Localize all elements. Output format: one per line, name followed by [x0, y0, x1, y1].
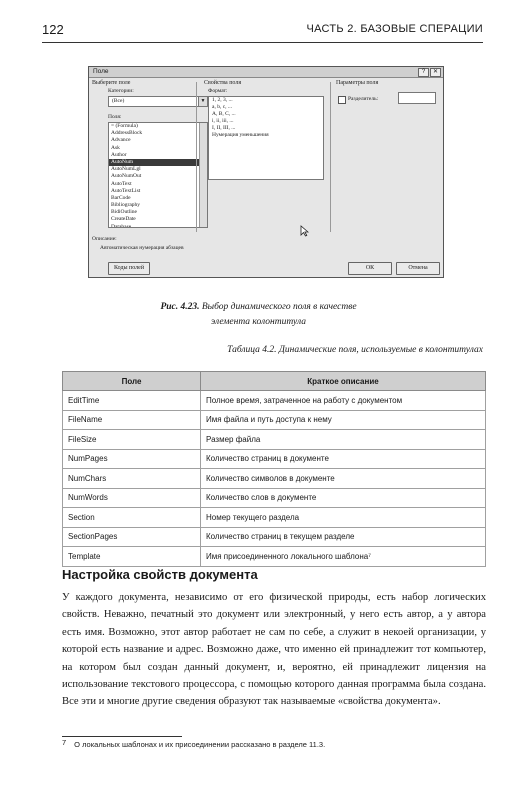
footnote-text: О локальных шаблонах и их присоединении рассказано в разделе 11.3.	[74, 740, 326, 749]
description-text: Автоматическая нумерация абзацев	[100, 245, 184, 251]
field-list-item: Database	[111, 223, 132, 228]
chapter-title: ЧАСТЬ 2. БАЗОВЫЕ СПЕРАЦИИ	[306, 23, 483, 35]
table-row	[63, 469, 486, 489]
page-number: 122	[42, 22, 64, 37]
close-icon: ✕	[430, 68, 441, 77]
fields-listbox	[108, 122, 208, 228]
field-name-cell: FileSize	[63, 430, 201, 450]
field-name-cell: Template	[63, 547, 201, 567]
separator-input	[398, 92, 436, 104]
field-name-cell: EditTime	[63, 391, 201, 411]
field-list-item: CreateDate	[111, 216, 136, 223]
body-paragraph: У каждого документа, независимо от его физической природы, есть набор логических свойств. Неважно, печатный это документ или электронный, у него есть автор, а у автора есть имя. Возможно, этот автор работает не сам по себе, а служит в некоей организации, у которой есть название и адрес. Возможно даже, что именно ей принадлежит тот компьютер, на котором был создан данный документ, и, вероятно, ей принадлежит лицензия на использование текстового процессора, с помощью которого данная программа была создана. Все эти и многие другие сведения образуют так называемые «свойства документа».	[62, 592, 486, 708]
section-heading: Настройка свойств документа	[62, 567, 258, 582]
description-cell: Размер файла	[201, 430, 486, 450]
mouse-cursor-icon	[300, 225, 309, 237]
description-label: Описание:	[92, 236, 117, 242]
field-list-item: BidiOutline	[111, 209, 137, 216]
field-list-item: Bibliography	[111, 202, 141, 209]
cancel-button: Отмена	[396, 262, 440, 275]
pane-divider	[196, 82, 197, 232]
fields-table	[62, 371, 486, 567]
field-list-item: = (Formula)	[111, 123, 138, 129]
description-cell: Количество страниц в документе	[201, 449, 486, 469]
left-pane-title: Выберите поле	[92, 80, 131, 86]
field-list-item: Author	[111, 151, 127, 158]
help-icon: ?	[418, 68, 429, 77]
format-list-item: i, ii, iii, ...	[212, 118, 234, 124]
table-row	[63, 488, 486, 508]
header-cell-description: Краткое описание	[201, 372, 486, 391]
table-row	[63, 527, 486, 547]
field-name-cell: SectionPages	[63, 527, 201, 547]
chevron-down-icon: ▼	[198, 97, 207, 106]
table-header-row	[63, 372, 486, 391]
table-row	[63, 410, 486, 430]
dialog-title: Поле	[93, 68, 109, 75]
field-list-item: Advance	[111, 137, 131, 144]
format-list-item: I, II, III, ...	[212, 125, 236, 131]
format-list-item: Нумерация уменьшения	[212, 132, 269, 138]
field-list-item: Ask	[111, 144, 120, 151]
description-cell: Полное время, затраченное на работу с документом	[201, 391, 486, 411]
figure-caption-line1	[0, 302, 517, 312]
field-list-item: AutoNumLgl	[111, 166, 141, 173]
field-name-cell: Section	[63, 508, 201, 528]
field-codes-button: Коды полей	[108, 262, 150, 275]
figure-caption-label: Рис. 4.23.	[160, 302, 200, 312]
field-list-item: AutoNum	[109, 159, 207, 166]
categories-label: Категории:	[108, 88, 134, 94]
field-name-cell: FileName	[63, 410, 201, 430]
description-cell: Количество символов в документе	[201, 469, 486, 489]
dialog-titlebar	[89, 67, 443, 78]
table-title: Таблица 4.2. Динамические поля, используемые в колонтитулах	[227, 345, 483, 355]
format-list-item: A, B, C, ...	[212, 111, 236, 117]
field-name-cell: NumChars	[63, 469, 201, 489]
field-list-item: AutoText	[111, 180, 132, 187]
middle-pane-title: Свойства поля	[204, 80, 242, 86]
separator-checkbox	[338, 96, 346, 104]
description-cell: Имя файла и путь доступа к нему	[201, 410, 486, 430]
header-cell-field: Поле	[63, 372, 201, 391]
footnote	[62, 740, 486, 749]
field-list-item: AutoTextList	[111, 187, 141, 194]
category-value: (Все)	[112, 98, 125, 104]
figure-caption-text2: элемента колонтитула	[211, 317, 306, 327]
table-row	[63, 430, 486, 450]
table-row	[63, 391, 486, 411]
table-row	[63, 449, 486, 469]
format-listbox	[208, 96, 324, 180]
separator-label: Разделитель:	[348, 96, 379, 102]
footnote-divider	[62, 736, 182, 737]
field-name-cell: NumPages	[63, 449, 201, 469]
description-cell: Номер текущего раздела	[201, 508, 486, 528]
field-name-cell: NumWords	[63, 488, 201, 508]
field-list-item: AutoNumOut	[111, 173, 142, 180]
table-row	[63, 508, 486, 528]
table-row	[63, 547, 486, 567]
fields-label: Поля:	[108, 114, 122, 120]
running-head	[42, 20, 483, 43]
description-cell: Имя присоединенного локального шаблона⁷	[201, 547, 486, 567]
ok-button: ОК	[348, 262, 392, 275]
format-list-item: 1, 2, 3, ...	[212, 97, 233, 103]
footnote-mark: 7	[62, 738, 67, 747]
category-select	[108, 96, 208, 107]
field-list-item: AddressBlock	[111, 130, 143, 137]
pane-divider	[330, 82, 331, 232]
description-cell: Количество страниц в текущем разделе	[201, 527, 486, 547]
listbox-scrollbar	[199, 123, 207, 227]
field-list-item: BarCode	[111, 194, 131, 201]
format-list-item: a, b, c, ...	[212, 104, 233, 110]
right-pane-title: Параметры поля	[336, 80, 379, 86]
figure-caption-text1: Выбор динамического поля в качестве	[201, 302, 357, 312]
description-cell: Количество слов в документе	[201, 488, 486, 508]
format-label: Формат:	[208, 88, 228, 94]
